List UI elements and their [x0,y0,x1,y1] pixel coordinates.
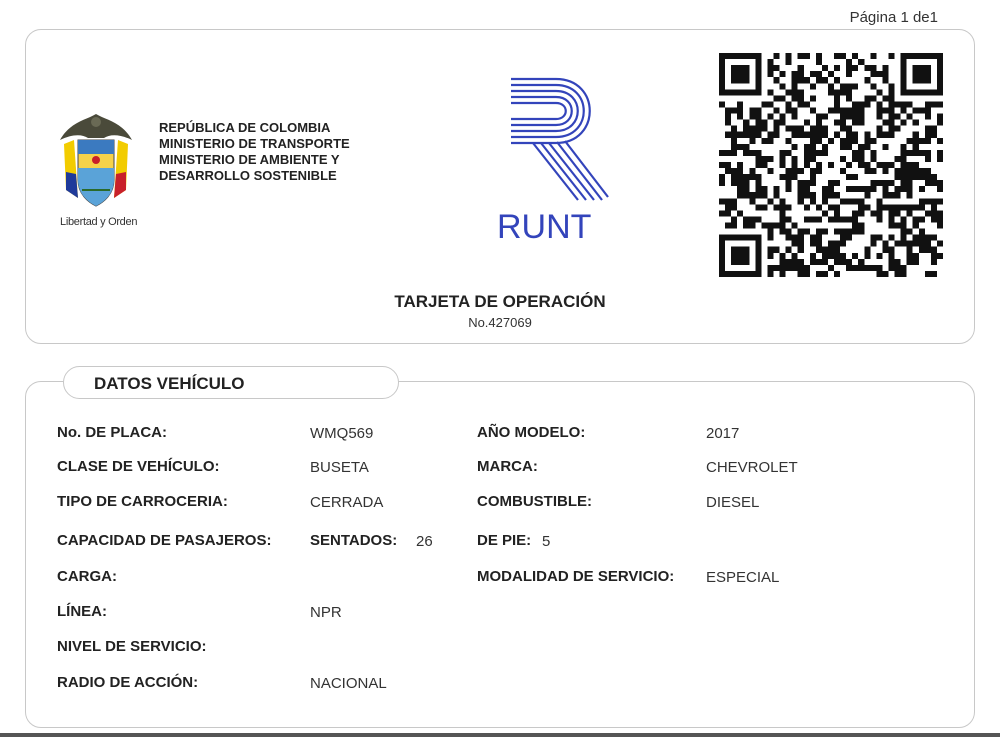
colombia-coat-of-arms-icon [56,110,136,230]
header-card [25,29,975,344]
placa-label: No. DE PLACA: [57,424,167,441]
coat-motto: Libertad y Orden [60,216,138,228]
marca-label: MARCA: [477,458,538,475]
page-indicator: Página 1 de1 [849,9,938,26]
clase-label: CLASE DE VEHÍCULO: [57,458,220,475]
gov-line: REPÚBLICA DE COLOMBIA [159,120,331,135]
anio-modelo-label: AÑO MODELO: [477,424,586,441]
modalidad-label: MODALIDAD DE SERVICIO: [477,568,675,585]
gov-line: MINISTERIO DE TRANSPORTE [159,136,350,151]
sentados-label: SENTADOS: [310,532,398,549]
combustible-label: COMBUSTIBLE: [477,493,592,510]
radio-accion-value: NACIONAL [310,675,387,692]
section-header-tab [63,366,399,399]
radio-accion-label: RADIO DE ACCIÓN: [57,674,199,691]
marca-value: CHEVROLET [706,459,798,476]
modalidad-value: ESPECIAL [706,569,780,586]
sentados-value: 26 [416,533,433,550]
linea-value: NPR [310,604,342,621]
combustible-value: DIESEL [706,494,760,511]
carga-label: CARGA: [57,568,117,585]
clase-value: BUSETA [310,459,369,476]
gov-line: DESARROLLO SOSTENIBLE [159,168,337,183]
capacidad-label: CAPACIDAD DE PASAJEROS: [57,532,272,549]
de-pie-value: 5 [542,533,551,550]
runt-logo-text: RUNT [497,208,592,246]
government-entity-text [159,120,350,184]
linea-label: LÍNEA: [57,603,107,620]
gov-line: MINISTERIO DE AMBIENTE Y [159,152,340,167]
nivel-servicio-label: NIVEL DE SERVICIO: [57,638,207,655]
anio-modelo-value: 2017 [706,425,740,442]
section-title: DATOS VEHÍCULO [94,374,245,393]
bottom-edge [0,733,1000,737]
document-title: TARJETA DE OPERACIÓN [394,292,606,311]
de-pie-label: DE PIE: [477,532,532,549]
placa-value: WMQ569 [310,425,374,442]
carroceria-label: TIPO DE CARROCERIA: [57,493,228,510]
document-number: No.427069 [468,315,532,330]
qr-code-icon [719,53,943,277]
carroceria-value: CERRADA [310,494,384,511]
